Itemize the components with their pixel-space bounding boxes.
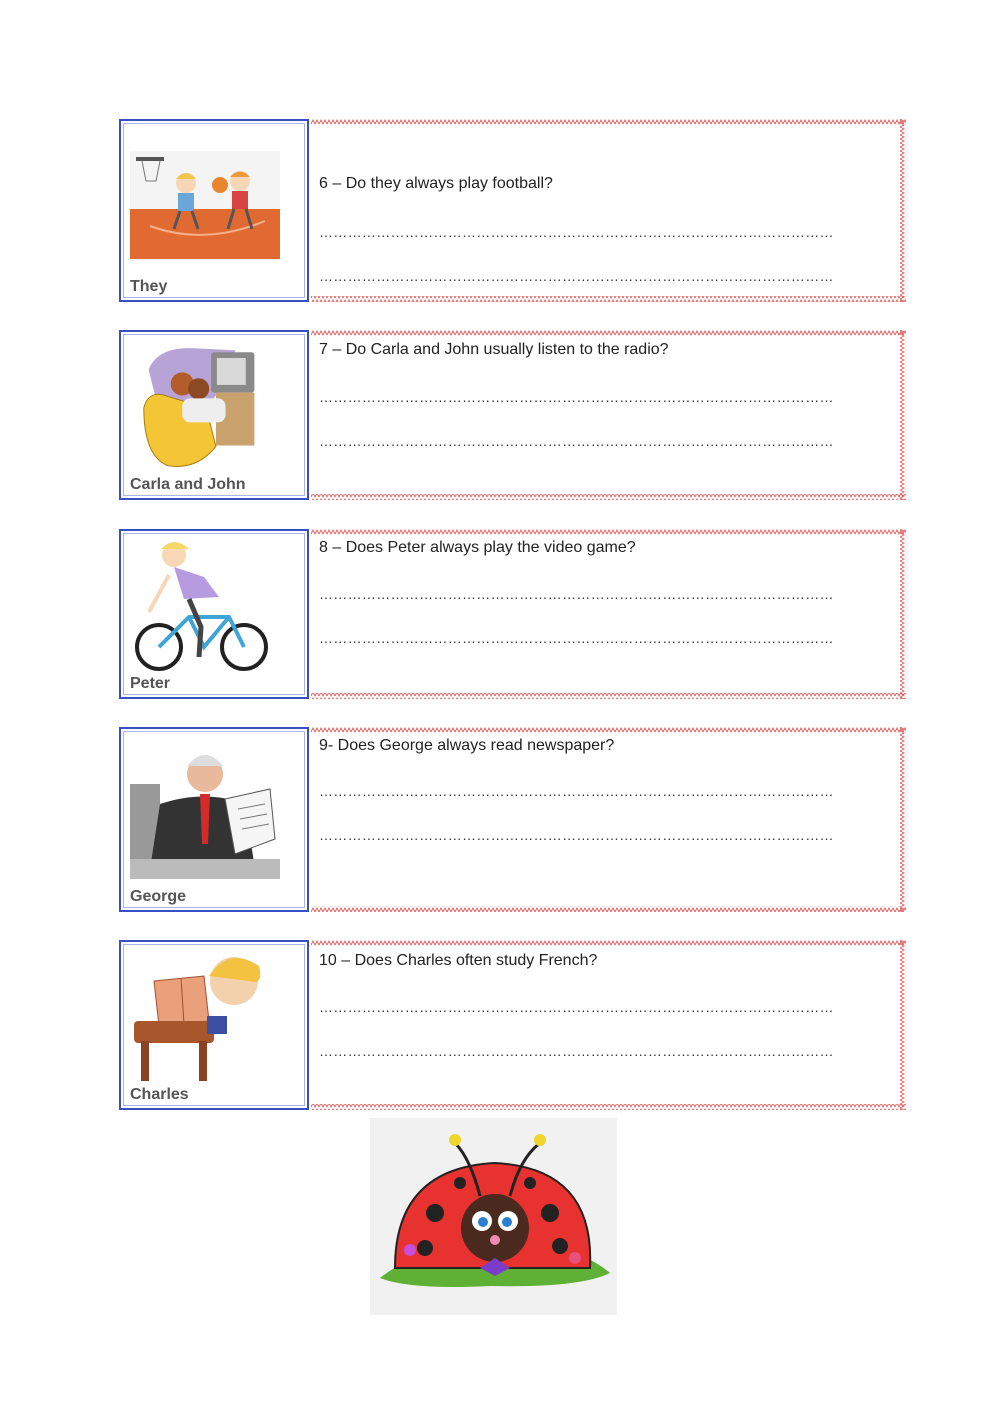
exercise-row-10 bbox=[119, 940, 906, 1110]
exercise-row-6 bbox=[119, 119, 906, 302]
exercise-row-9 bbox=[119, 727, 906, 912]
picture-frame bbox=[119, 330, 309, 500]
answer-line-1[interactable]: ……………………………………………………………………………………………… bbox=[319, 224, 834, 240]
picture-frame bbox=[119, 727, 309, 912]
question-box bbox=[311, 119, 906, 302]
answer-line-2[interactable]: ……………………………………………………………………………………………… bbox=[319, 827, 834, 843]
answer-line-1[interactable]: ……………………………………………………………………………………………… bbox=[319, 389, 834, 405]
answer-line-2[interactable]: ……………………………………………………………………………………………… bbox=[319, 1043, 834, 1059]
question-text: 6 – Do they always play football? bbox=[319, 175, 553, 192]
man-newspaper-icon bbox=[129, 744, 281, 879]
picture-frame bbox=[119, 529, 309, 699]
question-text: 10 – Does Charles often study French? bbox=[319, 952, 598, 969]
basketball-kids-icon bbox=[129, 151, 281, 261]
watching-tv-icon bbox=[139, 338, 264, 478]
answer-line-2[interactable]: ……………………………………………………………………………………………… bbox=[319, 268, 834, 284]
question-text: 7 – Do Carla and John usually listen to the radio? bbox=[319, 341, 669, 358]
question-box bbox=[311, 529, 906, 699]
answer-line-2[interactable]: ……………………………………………………………………………………………… bbox=[319, 433, 834, 449]
person-name: George bbox=[130, 888, 187, 905]
person-name: Carla and John bbox=[130, 476, 246, 493]
question-text: 8 – Does Peter always play the video game? bbox=[319, 539, 636, 556]
ladybug-illustration bbox=[370, 1118, 617, 1315]
answer-line-1[interactable]: ……………………………………………………………………………………………… bbox=[319, 586, 834, 602]
picture-frame bbox=[119, 119, 309, 302]
exercise-row-8 bbox=[119, 529, 906, 699]
exercise-row-7 bbox=[119, 330, 906, 500]
boy-reading-icon bbox=[129, 946, 269, 1086]
question-box bbox=[311, 940, 906, 1110]
picture-frame bbox=[119, 940, 309, 1110]
person-name: Peter bbox=[130, 675, 171, 692]
question-box bbox=[311, 727, 906, 912]
answer-line-1[interactable]: ……………………………………………………………………………………………… bbox=[319, 783, 834, 799]
person-name: Charles bbox=[130, 1086, 189, 1103]
boy-bicycle-icon bbox=[129, 537, 269, 677]
person-name: They bbox=[130, 278, 168, 295]
answer-line-2[interactable]: ……………………………………………………………………………………………… bbox=[319, 630, 834, 646]
question-text: 9- Does George always read newspaper? bbox=[319, 737, 615, 754]
question-box bbox=[311, 330, 906, 500]
ladybug-icon bbox=[370, 1118, 617, 1315]
answer-line-1[interactable]: ……………………………………………………………………………………………… bbox=[319, 999, 834, 1015]
